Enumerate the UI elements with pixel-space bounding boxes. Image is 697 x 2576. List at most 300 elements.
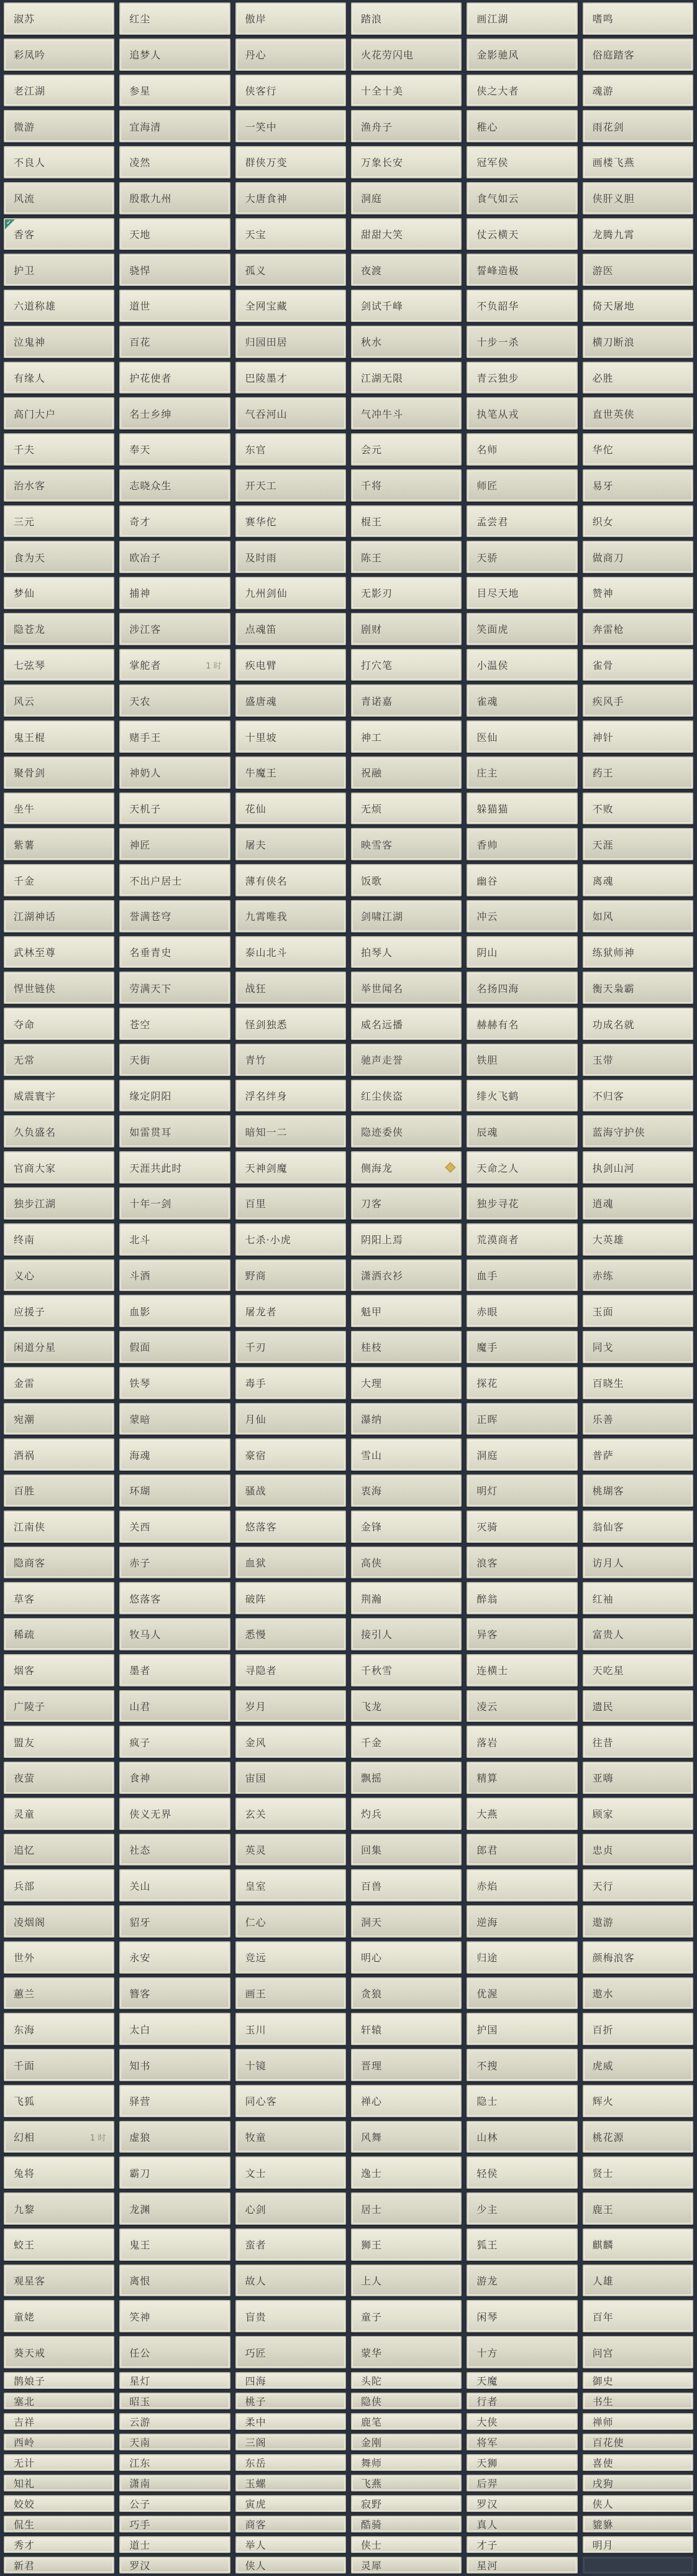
title-tile[interactable] — [235, 1798, 346, 1830]
title-tile[interactable] — [119, 182, 230, 214]
title-tile[interactable] — [119, 326, 230, 358]
title-tile[interactable] — [351, 2557, 462, 2574]
title-tile[interactable] — [4, 1941, 114, 1974]
title-tile[interactable] — [467, 649, 577, 681]
title-tile[interactable] — [235, 541, 346, 573]
title-tile[interactable] — [4, 469, 114, 502]
title-tile[interactable] — [4, 1151, 114, 1184]
title-tile[interactable] — [351, 1403, 462, 1435]
title-tile[interactable] — [4, 1295, 114, 1327]
title-tile[interactable] — [4, 1511, 114, 1543]
title-tile[interactable] — [583, 1295, 693, 1327]
title-tile[interactable] — [351, 2454, 462, 2471]
title-tile[interactable] — [583, 1547, 693, 1579]
title-tile[interactable] — [351, 1798, 462, 1830]
title-tile[interactable] — [467, 218, 577, 251]
title-tile[interactable] — [351, 469, 462, 502]
title-tile[interactable] — [583, 1187, 693, 1220]
title-tile[interactable] — [351, 146, 462, 178]
title-tile[interactable] — [467, 900, 577, 932]
title-tile[interactable] — [119, 1367, 230, 1399]
title-tile[interactable] — [4, 864, 114, 896]
title-tile[interactable] — [4, 254, 114, 286]
title-tile[interactable] — [119, 2516, 230, 2532]
title-tile[interactable] — [235, 2121, 346, 2153]
title-tile[interactable] — [4, 1547, 114, 1579]
title-tile[interactable] — [583, 1762, 693, 1794]
title-tile[interactable] — [351, 793, 462, 825]
title-tile[interactable] — [119, 1259, 230, 1292]
title-tile[interactable] — [467, 577, 577, 609]
title-tile[interactable] — [235, 2049, 346, 2081]
title-tile[interactable] — [235, 1834, 346, 1866]
title-tile[interactable] — [4, 649, 114, 681]
title-tile[interactable] — [4, 1187, 114, 1220]
title-tile[interactable] — [119, 828, 230, 860]
title-tile[interactable] — [351, 2434, 462, 2450]
title-tile[interactable] — [467, 1547, 577, 1579]
title-tile[interactable] — [467, 2434, 577, 2450]
title-tile[interactable] — [583, 2085, 693, 2117]
title-tile[interactable] — [351, 326, 462, 358]
title-tile[interactable] — [235, 1654, 346, 1686]
title-tile[interactable] — [351, 1511, 462, 1543]
title-tile[interactable] — [583, 2434, 693, 2450]
title-tile[interactable] — [4, 1474, 114, 1507]
title-tile[interactable] — [4, 2265, 114, 2297]
title-tile[interactable] — [467, 2192, 577, 2225]
title-tile[interactable] — [351, 2121, 462, 2153]
title-tile[interactable] — [235, 1690, 346, 1723]
title-tile[interactable] — [583, 1511, 693, 1543]
title-tile[interactable] — [235, 2265, 346, 2297]
title-tile[interactable] — [235, 936, 346, 968]
title-tile[interactable] — [4, 2192, 114, 2225]
title-tile[interactable] — [119, 2434, 230, 2450]
title-tile[interactable] — [4, 1367, 114, 1399]
title-tile[interactable] — [467, 541, 577, 573]
title-tile[interactable] — [467, 146, 577, 178]
title-tile[interactable] — [119, 505, 230, 538]
title-tile[interactable] — [4, 2229, 114, 2261]
title-tile[interactable] — [235, 2495, 346, 2512]
title-tile[interactable] — [235, 2393, 346, 2409]
title-tile[interactable] — [4, 182, 114, 214]
title-tile[interactable] — [4, 1080, 114, 1112]
title-tile[interactable] — [119, 972, 230, 1004]
title-tile[interactable] — [351, 110, 462, 142]
title-tile[interactable] — [235, 2454, 346, 2471]
title-tile[interactable] — [235, 649, 346, 681]
title-tile[interactable] — [583, 1259, 693, 1292]
title-tile[interactable] — [351, 2013, 462, 2045]
title-tile[interactable] — [235, 2229, 346, 2261]
title-tile[interactable] — [583, 110, 693, 142]
title-tile[interactable] — [351, 972, 462, 1004]
title-tile[interactable] — [583, 1151, 693, 1184]
title-tile[interactable] — [4, 1044, 114, 1076]
title-tile[interactable] — [351, 1547, 462, 1579]
title-tile[interactable] — [467, 1834, 577, 1866]
title-tile[interactable] — [583, 2156, 693, 2189]
title-tile[interactable] — [583, 2121, 693, 2153]
title-tile[interactable] — [119, 649, 230, 681]
title-tile[interactable] — [583, 290, 693, 322]
title-tile[interactable] — [583, 469, 693, 502]
title-tile[interactable] — [235, 326, 346, 358]
title-tile[interactable] — [351, 2336, 462, 2368]
title-tile[interactable] — [119, 39, 230, 71]
title-tile[interactable] — [4, 577, 114, 609]
title-tile[interactable] — [583, 2475, 693, 2491]
title-tile[interactable] — [235, 1762, 346, 1794]
title-tile[interactable] — [119, 2475, 230, 2491]
title-tile[interactable] — [119, 1834, 230, 1866]
title-tile[interactable] — [351, 2495, 462, 2512]
title-tile[interactable] — [351, 864, 462, 896]
title-tile[interactable] — [4, 218, 114, 251]
title-tile[interactable] — [235, 1223, 346, 1256]
title-tile[interactable] — [583, 2265, 693, 2297]
title-tile[interactable] — [467, 1798, 577, 1830]
title-tile[interactable] — [467, 254, 577, 286]
title-tile[interactable] — [235, 182, 346, 214]
title-tile[interactable] — [351, 397, 462, 430]
title-tile[interactable] — [467, 1941, 577, 1974]
title-tile[interactable] — [583, 2049, 693, 2081]
title-tile[interactable] — [119, 2049, 230, 2081]
title-tile[interactable] — [351, 2413, 462, 2430]
title-tile[interactable] — [119, 1762, 230, 1794]
title-tile[interactable] — [351, 2300, 462, 2332]
title-tile[interactable] — [119, 1044, 230, 1076]
title-tile[interactable] — [467, 972, 577, 1004]
title-tile[interactable] — [467, 2413, 577, 2430]
title-tile[interactable] — [235, 2434, 346, 2450]
title-tile[interactable] — [467, 2300, 577, 2332]
title-tile[interactable] — [4, 900, 114, 932]
title-tile[interactable] — [4, 433, 114, 466]
title-tile[interactable] — [235, 864, 346, 896]
title-tile[interactable] — [351, 2192, 462, 2225]
title-tile[interactable] — [351, 182, 462, 214]
title-tile[interactable] — [4, 505, 114, 538]
title-tile[interactable] — [4, 936, 114, 968]
title-tile[interactable] — [119, 75, 230, 107]
title-tile[interactable] — [467, 397, 577, 430]
title-tile[interactable] — [467, 182, 577, 214]
title-tile[interactable] — [467, 1618, 577, 1650]
title-tile[interactable] — [583, 326, 693, 358]
title-tile[interactable] — [4, 2495, 114, 2512]
title-tile[interactable] — [4, 290, 114, 322]
title-tile[interactable] — [119, 433, 230, 466]
title-tile[interactable] — [4, 1618, 114, 1650]
title-tile[interactable] — [235, 1905, 346, 1938]
title-tile[interactable] — [119, 1151, 230, 1184]
title-tile[interactable] — [467, 1869, 577, 1902]
title-tile[interactable] — [351, 1115, 462, 1148]
title-tile[interactable] — [119, 469, 230, 502]
title-tile[interactable] — [4, 1008, 114, 1040]
title-tile[interactable] — [467, 2454, 577, 2471]
title-tile[interactable] — [4, 2336, 114, 2368]
title-tile[interactable] — [467, 290, 577, 322]
title-tile[interactable] — [235, 1044, 346, 1076]
title-tile[interactable] — [235, 1295, 346, 1327]
title-tile[interactable] — [351, 433, 462, 466]
title-tile[interactable] — [235, 2557, 346, 2574]
title-tile[interactable] — [583, 757, 693, 789]
title-tile[interactable] — [4, 1834, 114, 1866]
title-tile[interactable] — [4, 75, 114, 107]
title-tile[interactable] — [4, 326, 114, 358]
title-tile[interactable] — [119, 2393, 230, 2409]
title-tile[interactable] — [467, 2372, 577, 2389]
title-tile[interactable] — [4, 720, 114, 753]
title-tile[interactable] — [583, 2393, 693, 2409]
title-tile[interactable] — [4, 2156, 114, 2189]
title-tile[interactable] — [235, 2336, 346, 2368]
title-tile[interactable] — [583, 613, 693, 645]
title-tile[interactable] — [467, 1044, 577, 1076]
title-tile[interactable] — [351, 1259, 462, 1292]
title-tile[interactable] — [235, 433, 346, 466]
title-tile[interactable] — [583, 362, 693, 394]
title-tile[interactable] — [351, 720, 462, 753]
title-tile[interactable] — [583, 828, 693, 860]
title-tile[interactable] — [235, 1941, 346, 1974]
title-tile[interactable] — [583, 793, 693, 825]
title-tile[interactable] — [4, 1223, 114, 1256]
title-tile[interactable] — [351, 577, 462, 609]
title-tile[interactable] — [4, 2413, 114, 2430]
title-tile[interactable] — [119, 1008, 230, 1040]
title-tile[interactable] — [351, 1331, 462, 1363]
title-tile[interactable] — [119, 2300, 230, 2332]
title-tile[interactable] — [4, 2516, 114, 2532]
title-tile[interactable] — [351, 2516, 462, 2532]
title-tile[interactable] — [235, 397, 346, 430]
title-tile[interactable] — [467, 1474, 577, 1507]
title-tile[interactable] — [4, 1977, 114, 2010]
title-tile[interactable] — [119, 1690, 230, 1723]
title-tile[interactable] — [119, 1223, 230, 1256]
title-tile[interactable] — [467, 1762, 577, 1794]
title-tile[interactable] — [467, 2049, 577, 2081]
title-tile[interactable] — [119, 1403, 230, 1435]
title-tile[interactable] — [351, 2265, 462, 2297]
title-tile[interactable] — [119, 1295, 230, 1327]
title-tile[interactable] — [235, 720, 346, 753]
title-tile[interactable] — [467, 1403, 577, 1435]
title-tile[interactable] — [235, 1618, 346, 1650]
title-tile[interactable] — [583, 2, 693, 35]
title-tile[interactable] — [235, 613, 346, 645]
title-tile[interactable] — [119, 2156, 230, 2189]
title-tile[interactable] — [119, 2265, 230, 2297]
title-tile[interactable] — [4, 1115, 114, 1148]
title-tile[interactable] — [467, 2013, 577, 2045]
title-tile[interactable] — [4, 541, 114, 573]
title-tile[interactable] — [467, 1259, 577, 1292]
title-tile[interactable] — [119, 218, 230, 251]
title-tile[interactable] — [583, 649, 693, 681]
title-tile[interactable] — [467, 326, 577, 358]
title-tile[interactable] — [235, 1726, 346, 1758]
title-tile[interactable] — [4, 39, 114, 71]
title-tile[interactable] — [4, 757, 114, 789]
title-tile[interactable] — [4, 1762, 114, 1794]
title-tile[interactable] — [583, 972, 693, 1004]
title-tile[interactable] — [583, 146, 693, 178]
title-tile[interactable] — [235, 2475, 346, 2491]
title-tile[interactable] — [467, 110, 577, 142]
title-tile[interactable] — [467, 75, 577, 107]
title-tile[interactable] — [235, 828, 346, 860]
title-tile[interactable] — [351, 1834, 462, 1866]
title-tile[interactable] — [583, 2372, 693, 2389]
title-tile[interactable] — [467, 1008, 577, 1040]
title-tile[interactable] — [467, 39, 577, 71]
title-tile[interactable] — [119, 1654, 230, 1686]
title-tile[interactable] — [467, 1977, 577, 2010]
title-tile[interactable] — [235, 75, 346, 107]
title-tile[interactable] — [4, 684, 114, 717]
title-tile[interactable] — [467, 828, 577, 860]
title-tile[interactable] — [351, 828, 462, 860]
title-tile[interactable] — [235, 2156, 346, 2189]
title-tile[interactable] — [119, 1474, 230, 1507]
title-tile[interactable] — [467, 1367, 577, 1399]
title-tile[interactable] — [583, 1726, 693, 1758]
title-tile[interactable] — [4, 1690, 114, 1723]
title-tile[interactable] — [467, 2475, 577, 2491]
title-tile[interactable] — [235, 2516, 346, 2532]
title-tile[interactable] — [119, 900, 230, 932]
title-tile[interactable] — [4, 2454, 114, 2471]
title-tile[interactable] — [583, 2536, 693, 2553]
title-tile[interactable] — [235, 254, 346, 286]
title-tile[interactable] — [4, 110, 114, 142]
title-tile[interactable] — [583, 577, 693, 609]
title-tile[interactable] — [4, 362, 114, 394]
title-tile[interactable] — [351, 649, 462, 681]
title-tile[interactable] — [583, 1690, 693, 1723]
title-tile[interactable] — [235, 2192, 346, 2225]
title-tile[interactable] — [467, 469, 577, 502]
title-tile[interactable] — [467, 2393, 577, 2409]
title-tile[interactable] — [4, 1582, 114, 1614]
title-tile[interactable] — [235, 1367, 346, 1399]
title-tile[interactable] — [119, 2495, 230, 2512]
title-tile[interactable] — [4, 793, 114, 825]
title-tile[interactable] — [119, 1187, 230, 1220]
title-tile[interactable] — [467, 684, 577, 717]
title-tile[interactable] — [4, 2372, 114, 2389]
title-tile[interactable] — [583, 1905, 693, 1938]
title-tile[interactable] — [119, 1582, 230, 1614]
title-tile[interactable] — [583, 1582, 693, 1614]
title-tile[interactable] — [467, 2, 577, 35]
title-tile[interactable] — [235, 1080, 346, 1112]
title-tile[interactable] — [235, 1474, 346, 1507]
title-tile[interactable] — [119, 1869, 230, 1902]
title-tile[interactable] — [235, 900, 346, 932]
title-tile[interactable] — [119, 541, 230, 573]
title-tile[interactable] — [467, 433, 577, 466]
title-tile[interactable] — [467, 2085, 577, 2117]
title-tile[interactable] — [583, 2229, 693, 2261]
title-tile[interactable] — [351, 1151, 462, 1184]
title-tile[interactable] — [351, 1654, 462, 1686]
title-tile[interactable] — [4, 2475, 114, 2491]
title-tile[interactable] — [467, 1654, 577, 1686]
title-tile[interactable] — [583, 2516, 693, 2532]
title-tile[interactable] — [467, 1187, 577, 1220]
title-tile[interactable] — [235, 684, 346, 717]
title-tile[interactable] — [119, 2413, 230, 2430]
title-tile[interactable] — [119, 1941, 230, 1974]
title-tile[interactable] — [4, 972, 114, 1004]
title-tile[interactable] — [467, 613, 577, 645]
title-tile[interactable] — [235, 972, 346, 1004]
title-tile[interactable] — [467, 1115, 577, 1148]
title-tile[interactable] — [235, 146, 346, 178]
title-tile[interactable] — [119, 397, 230, 430]
title-tile[interactable] — [119, 2336, 230, 2368]
title-tile[interactable] — [583, 1044, 693, 1076]
title-tile[interactable] — [119, 1547, 230, 1579]
title-tile[interactable] — [119, 1115, 230, 1148]
title-tile[interactable] — [583, 2300, 693, 2332]
title-tile[interactable] — [351, 290, 462, 322]
title-tile[interactable] — [235, 1151, 346, 1184]
title-tile[interactable] — [467, 1438, 577, 1471]
title-tile[interactable] — [4, 2300, 114, 2332]
title-tile[interactable] — [235, 2013, 346, 2045]
title-tile[interactable] — [583, 2336, 693, 2368]
title-tile[interactable] — [583, 397, 693, 430]
title-tile[interactable] — [4, 613, 114, 645]
title-tile[interactable] — [119, 146, 230, 178]
title-tile[interactable] — [467, 1295, 577, 1327]
title-tile[interactable] — [583, 864, 693, 896]
title-tile[interactable] — [583, 254, 693, 286]
title-tile[interactable] — [583, 684, 693, 717]
title-tile[interactable] — [4, 2085, 114, 2117]
title-tile[interactable] — [235, 2, 346, 35]
title-tile[interactable] — [119, 362, 230, 394]
title-tile[interactable] — [583, 936, 693, 968]
title-tile[interactable] — [583, 182, 693, 214]
title-tile[interactable] — [119, 1438, 230, 1471]
title-tile[interactable] — [467, 2121, 577, 2153]
title-tile[interactable] — [351, 2393, 462, 2409]
title-tile[interactable] — [351, 2475, 462, 2491]
title-tile[interactable] — [583, 505, 693, 538]
title-tile[interactable] — [119, 757, 230, 789]
title-tile[interactable] — [583, 218, 693, 251]
title-tile[interactable] — [351, 2229, 462, 2261]
title-tile[interactable] — [4, 2393, 114, 2409]
title-tile[interactable] — [351, 254, 462, 286]
title-tile[interactable] — [467, 1690, 577, 1723]
title-tile[interactable] — [583, 720, 693, 753]
title-tile[interactable] — [351, 757, 462, 789]
title-tile[interactable] — [351, 1690, 462, 1723]
title-tile[interactable] — [583, 1331, 693, 1363]
